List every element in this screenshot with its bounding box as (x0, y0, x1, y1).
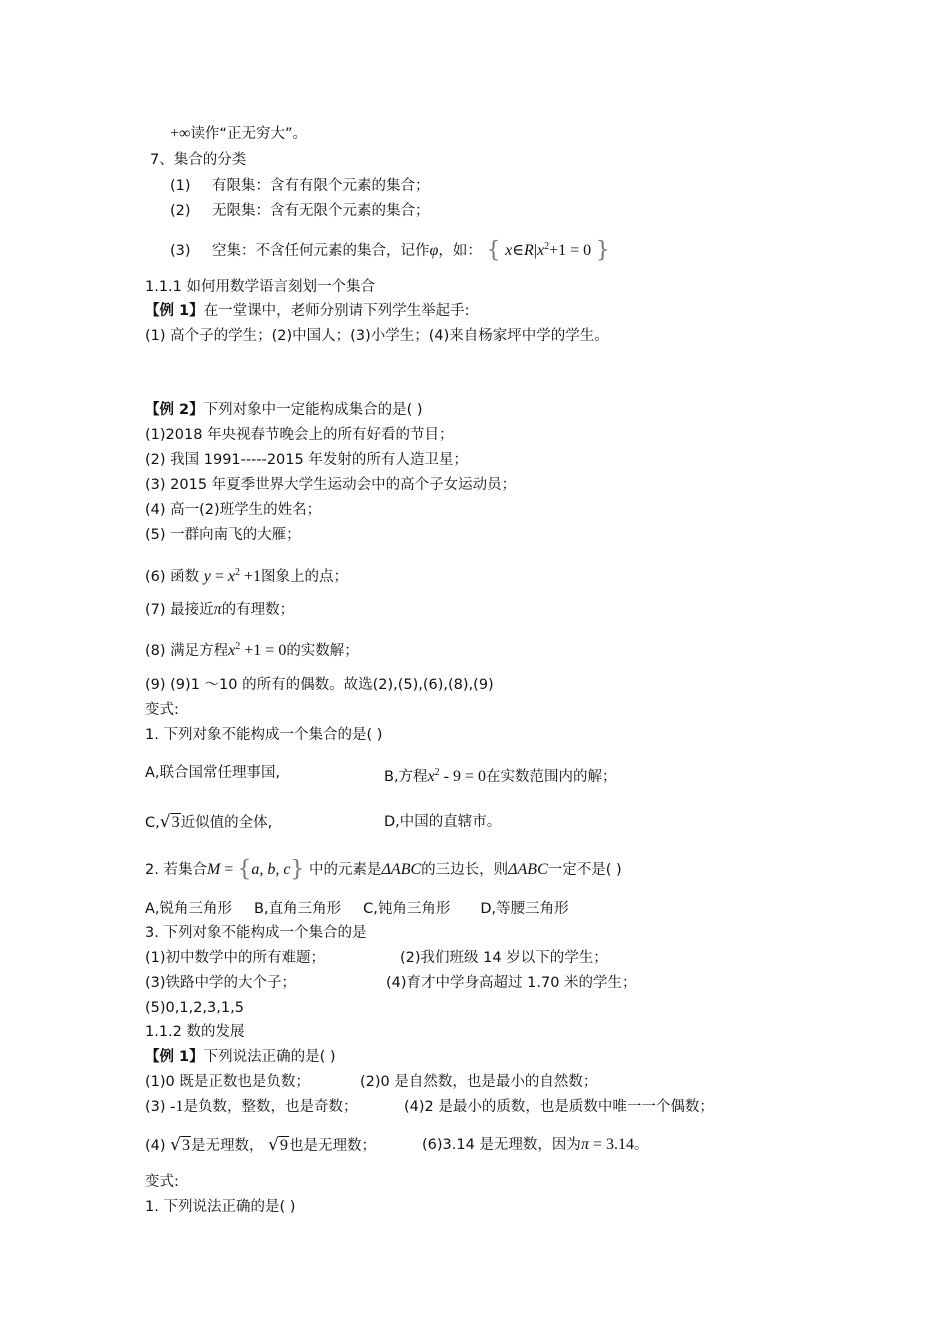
classification-item-3: (3) 空集：不含任何元素的集合，记作φ，如： { $x\in R|x^2+1 = 0$ } (170, 238, 610, 263)
s112-item-4: (4)2 是最小的质数，也是质数中唯一一个偶数； (404, 1099, 714, 1115)
variant-q1-option-d: D,中国的直辖市。 (384, 814, 502, 830)
set-brace-left: { (486, 238, 501, 263)
variant-q1-option-b: B,方程$x^2 - 9 = 0$在实数范围内的解； (384, 767, 617, 785)
section-7-title: 7、集合的分类 (150, 152, 247, 168)
variant-q2-option-d: D,等腰三角形 (480, 901, 569, 917)
s112-item-5: (4) √3是无理数， √9也是无理数； (145, 1135, 376, 1155)
variant-q1-title: 1. 下列对象不能构成一个集合的是( ) (145, 727, 383, 743)
example-2-item-8: (8) 满足方程$x^2 +1 = 0$的实数解； (145, 641, 359, 659)
variant-label: 变式: (145, 702, 179, 718)
set-brace-right: } (595, 238, 610, 263)
example-2-item-9: (9) (9)1 ～10 的所有的偶数。故选(2),(5),(6),(8),(9) (145, 677, 494, 693)
variant-q3-item-4: (4)育才中学身高超过 1.70 米的学生； (386, 975, 637, 991)
example-2-heading: 【例 2】下列对象中一定能构成集合的是( ) (145, 402, 423, 418)
example-2-item-3: (3) 2015 年夏季世界大学生运动会中的高个子女运动员； (145, 477, 517, 493)
variant-q2-title: 2. 若集合M = {a, b, c} 中的元素是ΔABC的三边长，则ΔABC一定不是( ) (145, 857, 622, 882)
s112-variant-label: 变式: (145, 1174, 179, 1190)
variant-q1-option-c: C,√3近似值的全体, (145, 812, 273, 832)
variant-q3-item-1: (1)初中数学中的所有难题； (145, 950, 326, 966)
s112-item-6: (6)3.14 是无理数，因为π = 3.14。 (422, 1136, 649, 1153)
example-2-item-2: (2) 我国 1991-----2015 年发射的所有人造卫星； (145, 452, 468, 468)
variant-q2-option-b: B,直角三角形 (254, 901, 342, 917)
example-2-item-6: (6) 函数 $y = x^2 +1$图象上的点； (145, 567, 349, 585)
s112-item-1: (1)0 既是正数也是负数； (145, 1074, 310, 1090)
example-2-item-4: (4) 高一(2)班学生的姓名； (145, 502, 322, 518)
example-1-line: (1) 高个子的学生；(2)中国人；(3)小学生；(4)来自杨家坪中学的学生。 (145, 328, 609, 344)
classification-item-1: (1) 有限集：含有有限个元素的集合； (170, 178, 430, 194)
variant-q1-option-a: A,联合国常任理事国, (145, 765, 281, 781)
s112-item-2: (2)0 是自然数，也是最小的自然数； (360, 1074, 598, 1090)
infinity-symbol: +∞ (170, 125, 191, 142)
pi-symbol: π (213, 601, 222, 618)
section-1-1-1-title: 1.1.1 如何用数学语言刻划一个集合 (145, 279, 376, 295)
variant-q3-item-5: (5)0,1,2,3,1,5 (145, 1000, 244, 1016)
empty-set-symbol: φ (429, 242, 439, 259)
s112-example-1-heading: 【例 1】下列说法正确的是( ) (145, 1049, 336, 1065)
intro-text: 读作“正无穷大”。 (190, 126, 307, 142)
sqrt-symbol: √ (170, 1135, 181, 1155)
pi-symbol: π (580, 1136, 589, 1153)
intro-line (170, 124, 307, 144)
variant-q2-option-a: A,锐角三角形 (145, 901, 233, 917)
sqrt-symbol: √ (159, 812, 171, 832)
s112-variant-q1: 1. 下列说法正确的是( ) (145, 1199, 296, 1215)
example-2-item-5: (5) 一群向南飞的大雁； (145, 527, 301, 543)
variant-q3-item-3: (3)铁路中学的大个子； (145, 975, 297, 991)
example-1-heading: 【例 1】在一堂课中，老师分别请下列学生举起手: (145, 303, 470, 319)
variant-q2-options (145, 899, 569, 919)
example-2-item-1: (1)2018 年央视春节晚会上的所有好看的节目； (145, 427, 454, 443)
classification-item-2: (2) 无限集：含有无限个元素的集合； (170, 203, 430, 219)
variant-q2-option-c: C,钝角三角形 (363, 901, 451, 917)
s112-item-3: (3) -1是负数，整数，也是奇数； (145, 1098, 358, 1115)
variant-q3-title: 3. 下列对象不能构成一个集合的是 (145, 925, 367, 941)
sqrt-symbol: √ (268, 1135, 279, 1155)
section-1-1-2-title: 1.1.2 数的发展 (145, 1024, 245, 1040)
example-2-item-7: (7) 最接近π的有理数； (145, 601, 295, 618)
variant-q3-item-2: (2)我们班级 14 岁以下的学生； (400, 950, 608, 966)
